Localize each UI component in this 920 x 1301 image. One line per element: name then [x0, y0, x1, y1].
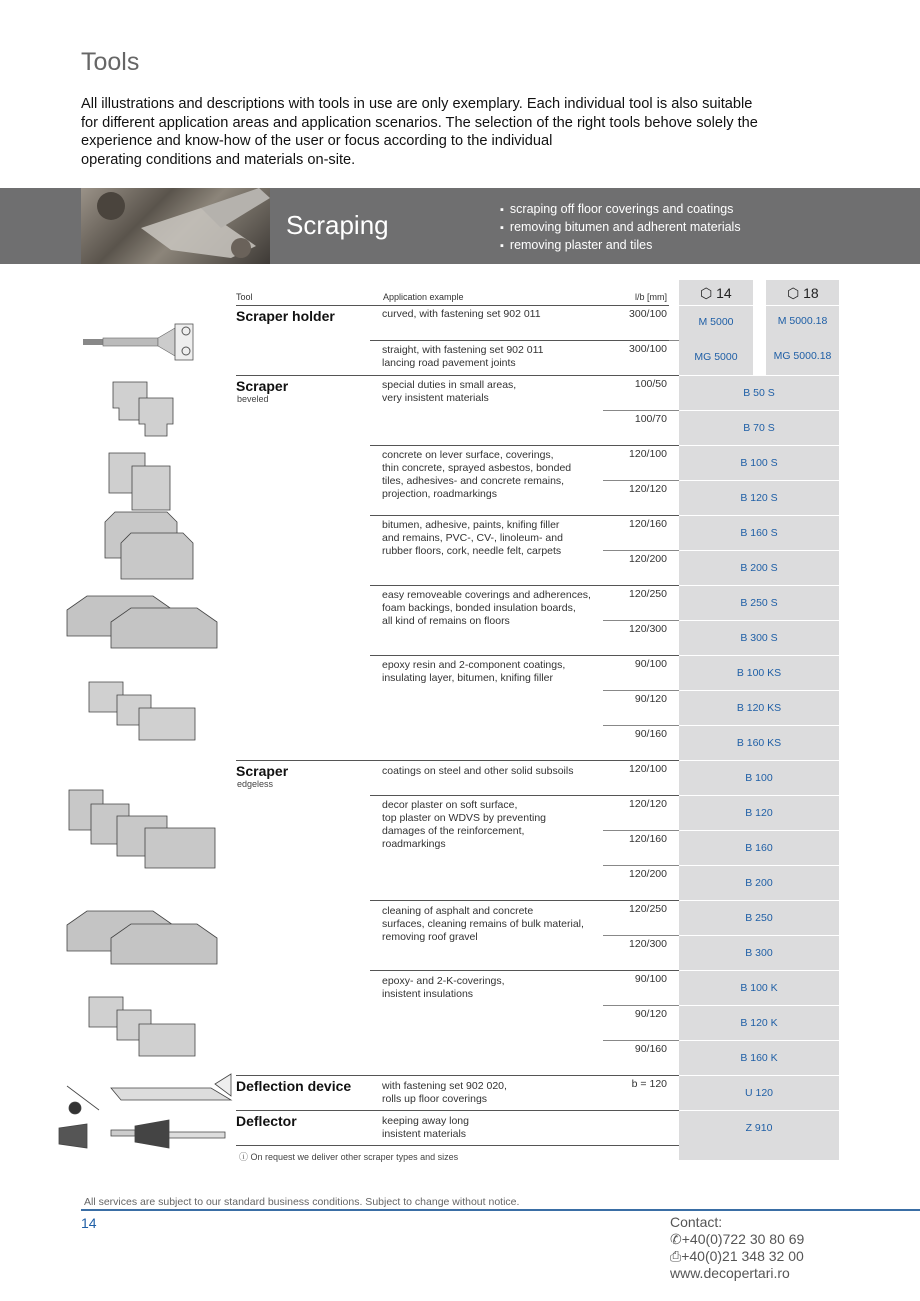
code-divider	[679, 690, 839, 691]
footnote-text: On request we deliver other scraper types and sizes	[250, 1152, 459, 1162]
footer-rule	[81, 1209, 920, 1211]
dimension-cell: 120/160	[629, 518, 667, 530]
dimension-cell: 120/120	[629, 483, 667, 495]
product-code: B 120 K	[740, 1017, 778, 1029]
edgeless-blades	[69, 790, 215, 868]
beveled-blades-medium	[109, 453, 170, 510]
dimension-cell: 120/100	[629, 448, 667, 460]
code-divider	[679, 1040, 839, 1041]
header-dims: l/b [mm]	[634, 292, 667, 302]
dim-divider	[603, 410, 679, 411]
app-text: with fastening set 902 020, rolls up floor coverings	[382, 1080, 507, 1105]
dimension-cell: 120/250	[629, 588, 667, 600]
beveled-blades-wide	[105, 512, 193, 579]
row-divider	[236, 1145, 679, 1146]
tool-sub-beveled: beveled	[237, 394, 269, 404]
hexagon-icon: ⬡	[700, 285, 713, 301]
code-divider	[679, 1075, 839, 1076]
code-divider	[679, 970, 839, 971]
phone-icon: ✆	[670, 1231, 682, 1247]
product-code: B 160 K	[740, 1052, 778, 1064]
dimension-cell: 120/300	[629, 938, 667, 950]
phone-number: +40(0)722 30 80 69	[681, 1231, 805, 1247]
product-code: B 250	[745, 912, 773, 924]
header-divider	[679, 305, 839, 306]
header-application: Application example	[383, 292, 464, 302]
beveled-blades-xwide	[67, 596, 217, 648]
product-code: B 100	[745, 772, 773, 784]
footnote	[239, 1150, 458, 1163]
intro-line: operating conditions and materials on-site.	[81, 151, 356, 168]
app-text: special duties in small areas, very insistent materials	[382, 379, 517, 404]
row-divider	[370, 340, 669, 341]
contact-label: Contact:	[670, 1214, 723, 1230]
product-code: B 160 KS	[736, 737, 782, 749]
banner-bullet: ▪ scraping off floor coverings and coatings	[500, 201, 741, 219]
app-text: epoxy- and 2-K-coverings, insistent insulations	[382, 975, 505, 1000]
banner-title: Scraping	[286, 210, 389, 240]
dim-divider	[603, 550, 679, 551]
product-code: B 120 S	[740, 492, 778, 504]
dimension-cell: 120/200	[629, 553, 667, 565]
dim-divider	[603, 480, 679, 481]
dimension-cell: 90/100	[634, 658, 667, 670]
dim-divider	[603, 725, 679, 726]
fax-icon: ⎙	[670, 1248, 682, 1264]
product-code-14: M 5000	[698, 316, 734, 328]
dimension-cell: 120/160	[629, 833, 667, 845]
deflector-illustration	[59, 1120, 225, 1148]
product-code: B 300	[745, 947, 773, 959]
dimension-cell: 90/100	[634, 973, 667, 985]
dimension-cell: 120/300	[629, 623, 667, 635]
tool-name-deflector: Deflector	[236, 1113, 297, 1129]
code-divider	[679, 865, 839, 866]
tool-name-scraper-edgeless: Scraper	[236, 763, 289, 779]
product-code: B 300 S	[740, 632, 778, 644]
code-divider	[679, 1005, 839, 1006]
code-divider	[679, 760, 839, 761]
product-code: B 70 S	[743, 422, 775, 434]
beveled-blades-small	[113, 382, 173, 436]
intro-line: experience and know-how of the user or focus according to the individual	[81, 133, 553, 149]
app-text: keeping away long insistent materials	[382, 1115, 469, 1140]
product-code: B 100 S	[740, 457, 778, 469]
dim-divider	[603, 690, 679, 691]
app-text: concrete on lever surface, coverings, thin concrete, sprayed asbestos, bonded tiles, adhesives- and concrete remains, projection, roadmarkings	[382, 449, 572, 500]
contact-website[interactable]: www.decopertari.ro	[670, 1265, 790, 1281]
app-text: bitumen, adhesive, paints, knifing filler and remains, PVC-, CV-, linoleum- and rubber floors, cork, needle felt, carpets	[382, 519, 563, 557]
contact-phone	[670, 1231, 804, 1248]
code-divider	[679, 655, 839, 656]
app-text: easy removeable coverings and adherences, foam backings, bonded insulation boards, all kind of remains on floors	[382, 589, 591, 627]
header-col18	[787, 285, 819, 302]
dimension-cell: 100/70	[634, 413, 667, 425]
row-divider	[370, 585, 679, 586]
product-code: Z 910	[745, 1122, 773, 1134]
deflection-device-illustration	[67, 1074, 231, 1114]
dimension-cell: 120/200	[629, 868, 667, 880]
product-code-18: M 5000.18	[777, 315, 828, 327]
product-code: B 100 KS	[736, 667, 782, 679]
intro-line: for different application areas and application scenarios. The selection of the right tools behove solely the	[81, 114, 758, 131]
code-divider	[679, 830, 839, 831]
k-blades	[89, 997, 195, 1056]
dimension-cell: 90/160	[634, 728, 667, 740]
tool-sub-edgeless: edgeless	[237, 779, 274, 789]
dim-divider	[603, 935, 679, 936]
product-code: B 250 S	[740, 597, 778, 609]
app-text: curved, with fastening set 902 011	[382, 308, 541, 320]
banner-bullet: ▪ removing plaster and tiles	[500, 237, 741, 255]
product-code: B 160 S	[740, 527, 778, 539]
scraping-photo-graphic	[81, 188, 270, 264]
dimension-cell: 120/100	[629, 763, 667, 775]
info-icon: ⓘ	[239, 1152, 249, 1162]
dimension-cell: 90/120	[634, 693, 667, 705]
row-divider	[236, 1075, 679, 1076]
code-divider	[679, 935, 839, 936]
code-divider	[679, 1110, 839, 1111]
header-col14	[700, 285, 732, 302]
row-divider	[370, 515, 679, 516]
dimension-cell: 120/120	[629, 798, 667, 810]
header-tool: Tool	[236, 292, 253, 302]
dimension-cell: 90/160	[634, 1043, 667, 1055]
intro-text	[81, 95, 851, 169]
app-text: epoxy resin and 2-component coatings, insulating layer, bitumen, knifing filler	[382, 659, 566, 684]
product-code: B 200	[745, 877, 773, 889]
code-divider	[679, 550, 839, 551]
fax-number: +40(0)21 348 32 00	[681, 1248, 804, 1264]
scraping-photo	[81, 188, 270, 264]
product-code: B 160	[745, 842, 773, 854]
scraper-holder-illustration	[83, 324, 193, 360]
hexagon-icon: ⬡	[787, 285, 800, 301]
row-divider	[370, 445, 679, 446]
dim-divider	[603, 865, 679, 866]
code-divider	[679, 445, 839, 446]
app-text: coatings on steel and other solid subsoils	[382, 765, 574, 777]
app-text: decor plaster on soft surface, top plaster on WDVS by preventing damages of the reinforcement, roadmarkings	[382, 799, 547, 850]
tool-name-deflection-device: Deflection device	[236, 1078, 352, 1094]
tool-illustrations	[55, 280, 235, 1160]
banner-bullet: ▪ removing bitumen and adherent materials	[500, 219, 741, 237]
row-divider	[236, 305, 669, 306]
row-divider	[370, 900, 679, 901]
dim-divider	[603, 620, 679, 621]
header-col18-label: 18	[803, 285, 819, 301]
dimension-cell: 120/250	[629, 903, 667, 915]
dimension-cell: 300/100	[629, 308, 667, 320]
app-text: straight, with fastening set 902 011 lancing road pavement joints	[382, 344, 544, 369]
code-divider	[679, 725, 839, 726]
product-code: B 120	[745, 807, 773, 819]
dimension-cell: 90/120	[634, 1008, 667, 1020]
dim-divider	[603, 830, 679, 831]
page-title: Tools	[81, 48, 140, 76]
intro-line: All illustrations and descriptions with tools in use are only exemplary. Each individual tool is also suitable	[81, 96, 753, 112]
product-code: B 50 S	[743, 387, 775, 399]
product-code-14: MG 5000	[694, 351, 738, 363]
product-code: B 200 S	[740, 562, 778, 574]
product-code: U 120	[744, 1087, 774, 1099]
code-divider	[679, 515, 839, 516]
code-divider	[679, 620, 839, 621]
code-divider	[679, 795, 839, 796]
dim-divider	[603, 1040, 679, 1041]
code-divider	[679, 585, 839, 586]
product-code-18: MG 5000.18	[773, 350, 832, 362]
code-divider	[679, 410, 839, 411]
dimension-cell: 100/50	[634, 378, 667, 390]
footer-note: All services are subject to our standard business conditions. Subject to change without notice.	[84, 1196, 520, 1208]
row-divider	[236, 375, 679, 376]
banner-bullets	[500, 201, 741, 255]
contact-block	[670, 1214, 804, 1282]
row-divider	[370, 795, 679, 796]
page-number: 14	[81, 1215, 97, 1231]
tool-name-scraper-beveled: Scraper	[236, 378, 289, 394]
edgeless-blades-wide	[67, 911, 217, 964]
code-divider	[679, 480, 839, 481]
code-divider	[679, 900, 839, 901]
ks-blades	[89, 682, 195, 740]
contact-fax	[670, 1248, 804, 1265]
product-code: B 100 K	[740, 982, 778, 994]
dim-divider	[603, 1005, 679, 1006]
header-col14-label: 14	[716, 285, 732, 301]
code-divider	[679, 375, 839, 376]
product-code: B 120 KS	[736, 702, 782, 714]
tool-name-scraper-holder: Scraper holder	[236, 308, 335, 324]
dimension-cell: b = 120	[631, 1078, 667, 1090]
row-divider	[236, 760, 679, 761]
app-text: cleaning of asphalt and concrete surfaces, cleaning remains of bulk material, removing roof gravel	[382, 905, 584, 943]
row-divider	[370, 970, 679, 971]
row-divider	[236, 1110, 679, 1111]
row-divider	[370, 655, 679, 656]
dimension-cell: 300/100	[629, 343, 667, 355]
